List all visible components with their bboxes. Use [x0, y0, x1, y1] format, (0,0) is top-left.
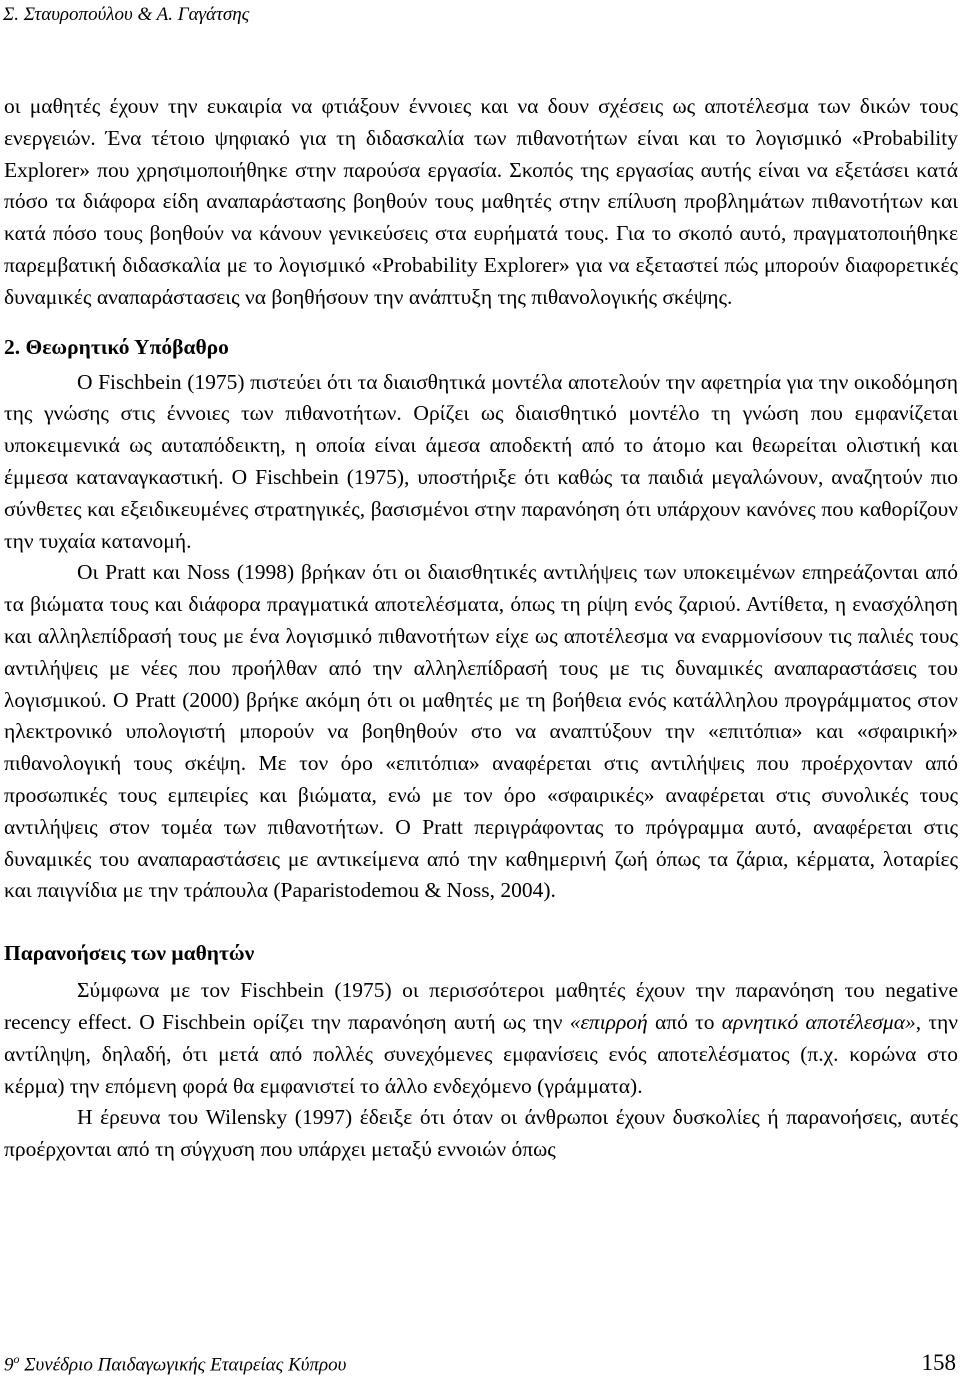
paragraph-wilensky: Η έρευνα του Wilensky (1997) έδειξε ότι όταν οι άνθρωποι έχουν δυσκολίες ή παρανοήσεις, αυτές προέρχονται από τη σύγχυση που υπάρχει μεταξύ εννοιών όπως: [4, 1105, 958, 1162]
section-heading-misconceptions: Παρανοήσεις των μαθητών: [4, 941, 255, 966]
paragraph-fischbein: Ο Fischbein (1975) πιστεύει ότι τα διαισθητικά μοντέλα αποτελούν την αφετηρία για την οικοδόμηση της γνώσης στις έννοιες των πιθανοτήτων. Ορίζει ως διαισθητικό μοντέλο τη γνώση που εμφανίζεται υποκειμενικά ως αυταπόδεικτη, η οποία είναι άμεσα αποδεκτή από το άτομο και θεωρείται ολιστική και έμμεσα καταναγκαστική. Ο Fischbein (1975), υποστήριξε ότι καθώς τα παιδιά μεγαλώνουν, αναζητούν πιο σύνθετες και εξειδικευμένες στρατηγικές, βασισμένοι στην παρανόηση ότι υπάρχουν κανόνες που καθορίζουν την τυχαία κατανομή.: [4, 369, 958, 553]
conference-ordinal: ο: [13, 1352, 20, 1366]
text-run: από το: [647, 1009, 722, 1034]
body-text: [4, 91, 958, 1166]
emphasis-run: αρνητικό αποτέλεσμα»: [721, 1009, 916, 1034]
paragraph-negative-recency: [4, 975, 958, 1102]
page-number: 158: [921, 1350, 956, 1375]
conference-name: [4, 1352, 346, 1376]
text-run: , την αντίληψη, δηλαδή, ότι μετά από πολλές συνεχόμενες εμφανίσεις ενός αποτελέσματος (π.χ. κορώνα στο κέρμα) την επόμενη φορά θα εμφανιστεί το άλλο ενδεχόμενο (γράμματα).: [4, 1009, 958, 1098]
conference-title: Συνέδριο Παιδαγωγικής Εταιρείας Κύπρου: [19, 1354, 347, 1376]
paragraph-intro: οι μαθητές έχουν την ευκαιρία να φτιάξουν έννοιες και να δουν σχέσεις ως αποτέλεσμα των δικών τους ενεργειών. Ένα τέτοιο ψηφιακό για τη διδασκαλία των πιθανοτήτων είναι και το λογισμικό «Probability Explorer» που χρησιμοποιήθηκε στην παρούσα εργασία. Σκοπός της εργασίας αυτής είναι να εξετάσει κατά πόσο τα διάφορα είδη αναπαράστασης βοηθούν τους μαθητές στην επίλυση προβλημάτων πιθανοτήτων και κατά πόσο τους βοηθούν να κάνουν γενικεύσεις στα ευρήματά τους. Για το σκοπό αυτό, πραγματοποιήθηκε παρεμβατική διδασκαλία με το λογισμικό «Probability Explorer» για να εξεταστεί πώς μπορούν διαφορετικές δυναμικές αναπαράστασεις να βοηθήσουν την ανάπτυξη της πιθανολογικής σκέψης.: [4, 94, 958, 309]
section-heading-theory: 2. Θεωρητικό Υπόβαθρο: [4, 334, 229, 359]
conference-number: 9: [4, 1354, 14, 1376]
text-run: Σύμφωνα με τον Fischbein (1975) οι περισσότεροι μαθητές έχουν την παρανόηση του negative recency effect. Ο Fischbein ορίζει την παρανόηση αυτή ως την: [4, 978, 958, 1034]
running-head: Σ. Σταυροπούλου & Α. Γαγάτσης: [3, 4, 250, 25]
paragraph-pratt-noss: Οι Pratt και Noss (1998) βρήκαν ότι οι διαισθητικές αντιλήψεις των υποκειμένων επηρεάζονται από τα βιώματα τους και διάφορα πραγματικά αποτελέσματα, όπως τη ρίψη ενός ζαριού. Αντίθετα, η ενασχόληση και αλληλεπίδρασή τους με ένα λογισμικό πιθανοτήτων είχε ως αποτέλεσμα να εναρμονίσουν τις παλιές τους αντιλήψεις με νέες που προήλθαν από την αλληλεπίδρασή τους με τις δυναμικές αναπαραστάσεις του λογισμικού. Ο Pratt (2000) βρήκε ακόμη ότι οι μαθητές με τη βοήθεια ενός κατάλληλου προγράμματος στον ηλεκτρονικό υπολογιστή μπορούν να βοηθηθούν στο να αναπτύξουν την «επιτόπια» και «σφαιρική» πιθανολογική τους σκέψη. Με τον όρο «επιτόπια» αναφέρεται στις αντιλήψεις που προέρχονταν από προσωπικές τους εμπειρίες και βιώματα, ενώ με τον όρο «σφαιρικές» αναφέρεται στις συνολικές τους αντιλήψεις στον τομέα των πιθανοτήτων. Ο Pratt περιγράφοντας το πρόγραμμα αυτό, αναφέρεται στις δυναμικές του αναπαραστάσεις με αντικείμενα από την καθημερινή ζωή όπως τα ζάρια, κέρματα, λοταρίες και παιγνίδια με την τράπουλα (Paparistodemou & Noss, 2004).: [4, 560, 958, 903]
emphasis-run: «επιρροή: [569, 1009, 648, 1034]
